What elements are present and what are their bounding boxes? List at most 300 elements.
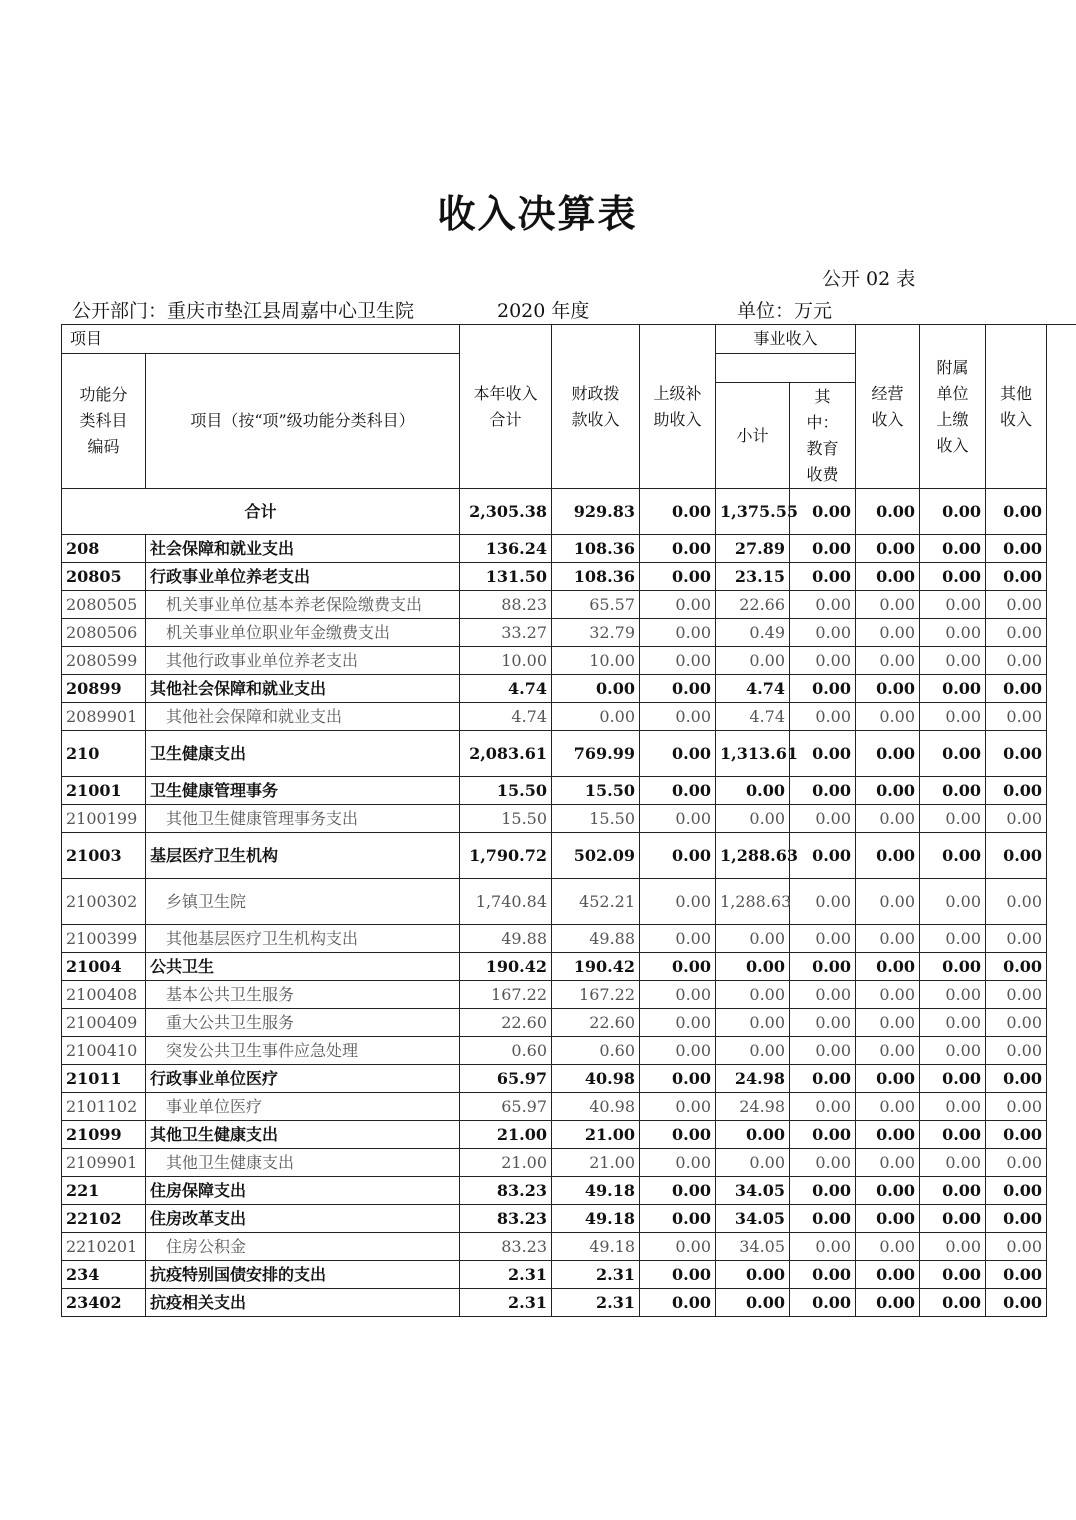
cell-total: 15.50 (460, 805, 552, 833)
cell-code: 21003 (62, 833, 146, 879)
cell-education: 0.00 (790, 1289, 856, 1317)
total-row (62, 489, 1047, 535)
cell-subtotal: 0.00 (716, 647, 790, 675)
cell-code: 221 (62, 1177, 146, 1205)
cell-name: 卫生健康管理事务 (146, 777, 460, 805)
table-row (62, 1037, 1047, 1065)
cell-superior: 0.00 (640, 675, 716, 703)
header-item: 项目 (62, 325, 460, 354)
cell-superior: 0.00 (640, 953, 716, 981)
cell-name: 行政事业单位医疗 (146, 1065, 460, 1093)
header-fiscal: 财政拨 款收入 (552, 325, 640, 489)
cell-superior: 0.00 (640, 647, 716, 675)
cell-code: 2101102 (62, 1093, 146, 1121)
cell-superior: 0.00 (640, 1037, 716, 1065)
cell-subtotal: 34.05 (716, 1233, 790, 1261)
cell-subtotal: 1,288.63 (716, 879, 790, 925)
cell-name: 基本公共卫生服务 (146, 981, 460, 1009)
cell-affiliated: 0.00 (920, 1009, 986, 1037)
table-row (62, 879, 1047, 925)
cell-name: 住房改革支出 (146, 1205, 460, 1233)
cell-fiscal: 15.50 (552, 777, 640, 805)
cell-fiscal: 929.83 (552, 489, 640, 535)
table-row (62, 1289, 1047, 1317)
cell-other: 0.00 (986, 1261, 1047, 1289)
cell-code: 2100199 (62, 805, 146, 833)
cell-other: 0.00 (986, 619, 1047, 647)
cell-superior: 0.00 (640, 833, 716, 879)
cell-fiscal: 108.36 (552, 563, 640, 591)
cell-subtotal: 0.00 (716, 953, 790, 981)
header-education: 其 中： 教育 收费 (790, 383, 856, 489)
cell-code: 2080599 (62, 647, 146, 675)
cell-total: 21.00 (460, 1149, 552, 1177)
cell-affiliated: 0.00 (920, 805, 986, 833)
cell-name: 卫生健康支出 (146, 731, 460, 777)
cell-other: 0.00 (986, 805, 1047, 833)
cell-other: 0.00 (986, 1009, 1047, 1037)
cell-education: 0.00 (790, 489, 856, 535)
cell-operating: 0.00 (856, 805, 920, 833)
cell-education: 0.00 (790, 1093, 856, 1121)
cell-affiliated: 0.00 (920, 777, 986, 805)
cell-operating: 0.00 (856, 1205, 920, 1233)
cell-subtotal: 0.00 (716, 925, 790, 953)
cell-superior: 0.00 (640, 777, 716, 805)
cell-code: 2100409 (62, 1009, 146, 1037)
cell-affiliated: 0.00 (920, 1037, 986, 1065)
table-row (62, 563, 1047, 591)
cell-subtotal: 1,375.55 (716, 489, 790, 535)
cell-name: 其他行政事业单位养老支出 (146, 647, 460, 675)
cell-total: 1,740.84 (460, 879, 552, 925)
cell-other: 0.00 (986, 1121, 1047, 1149)
cell-total: 65.97 (460, 1093, 552, 1121)
cell-operating: 0.00 (856, 1149, 920, 1177)
cell-education: 0.00 (790, 833, 856, 879)
cell-education: 0.00 (790, 879, 856, 925)
cell-other: 0.00 (986, 925, 1047, 953)
cell-total: 2,083.61 (460, 731, 552, 777)
cell-affiliated: 0.00 (920, 1177, 986, 1205)
cell-superior: 0.00 (640, 1205, 716, 1233)
cell-total: 2.31 (460, 1261, 552, 1289)
cell-subtotal: 0.00 (716, 1037, 790, 1065)
cell-name: 抗疫特别国债安排的支出 (146, 1261, 460, 1289)
cell-subtotal: 0.00 (716, 1009, 790, 1037)
cell-operating: 0.00 (856, 489, 920, 535)
cell-other: 0.00 (986, 1205, 1047, 1233)
cell-subtotal: 24.98 (716, 1093, 790, 1121)
header-name: 项目（按“项”级功能分类科目） (146, 354, 460, 489)
cell-operating: 0.00 (856, 925, 920, 953)
cell-superior: 0.00 (640, 879, 716, 925)
cell-operating: 0.00 (856, 731, 920, 777)
cell-code: 2100399 (62, 925, 146, 953)
cell-fiscal: 49.18 (552, 1205, 640, 1233)
cell-total: 131.50 (460, 563, 552, 591)
cell-operating: 0.00 (856, 1065, 920, 1093)
cell-fiscal: 2.31 (552, 1289, 640, 1317)
cell-affiliated: 0.00 (920, 1289, 986, 1317)
cell-fiscal: 190.42 (552, 953, 640, 981)
cell-superior: 0.00 (640, 1177, 716, 1205)
cell-affiliated: 0.00 (920, 879, 986, 925)
cell-education: 0.00 (790, 703, 856, 731)
table-row (62, 1093, 1047, 1121)
income-statement-table (61, 324, 1047, 1317)
cell-subtotal: 23.15 (716, 563, 790, 591)
cell-affiliated: 0.00 (920, 563, 986, 591)
cell-superior: 0.00 (640, 731, 716, 777)
cell-affiliated: 0.00 (920, 833, 986, 879)
cell-fiscal: 32.79 (552, 619, 640, 647)
table-row (62, 703, 1047, 731)
cell-education: 0.00 (790, 535, 856, 563)
cell-operating: 0.00 (856, 1261, 920, 1289)
cell-other: 0.00 (986, 675, 1047, 703)
cell-superior: 0.00 (640, 981, 716, 1009)
cell-subtotal: 0.00 (716, 1149, 790, 1177)
header-subtotal: 小计 (716, 383, 790, 489)
cell-fiscal: 21.00 (552, 1149, 640, 1177)
cell-operating: 0.00 (856, 1009, 920, 1037)
table-row (62, 731, 1047, 777)
cell-code: 2109901 (62, 1149, 146, 1177)
cell-education: 0.00 (790, 647, 856, 675)
cell-subtotal: 34.05 (716, 1177, 790, 1205)
cell-education: 0.00 (790, 1177, 856, 1205)
cell-name: 其他基层医疗卫生机构支出 (146, 925, 460, 953)
cell-education: 0.00 (790, 1149, 856, 1177)
cell-affiliated: 0.00 (920, 703, 986, 731)
table-row (62, 1121, 1047, 1149)
cell-subtotal: 0.49 (716, 619, 790, 647)
cell-affiliated: 0.00 (920, 1093, 986, 1121)
cell-total: 167.22 (460, 981, 552, 1009)
header-other: 其他 收入 (986, 325, 1047, 489)
table-row (62, 619, 1047, 647)
cell-operating: 0.00 (856, 1177, 920, 1205)
cell-name: 社会保障和就业支出 (146, 535, 460, 563)
cell-operating: 0.00 (856, 535, 920, 563)
cell-code: 208 (62, 535, 146, 563)
cell-fiscal: 452.21 (552, 879, 640, 925)
cell-total: 1,790.72 (460, 833, 552, 879)
cell-superior: 0.00 (640, 703, 716, 731)
cell-name: 基层医疗卫生机构 (146, 833, 460, 879)
table-row (62, 1177, 1047, 1205)
cell-superior: 0.00 (640, 619, 716, 647)
cell-name: 其他社会保障和就业支出 (146, 675, 460, 703)
cell-fiscal: 0.60 (552, 1037, 640, 1065)
cell-other: 0.00 (986, 591, 1047, 619)
cell-fiscal: 2.31 (552, 1261, 640, 1289)
cell-total: 2,305.38 (460, 489, 552, 535)
cell-education: 0.00 (790, 981, 856, 1009)
cell-total: 0.60 (460, 1037, 552, 1065)
cell-subtotal: 1,288.63 (716, 833, 790, 879)
cell-subtotal: 0.00 (716, 1261, 790, 1289)
cell-affiliated: 0.00 (920, 619, 986, 647)
table-top-edge-extension (1046, 324, 1076, 325)
cell-other: 0.00 (986, 1093, 1047, 1121)
cell-other: 0.00 (986, 1037, 1047, 1065)
cell-operating: 0.00 (856, 591, 920, 619)
cell-code: 2089901 (62, 703, 146, 731)
cell-total: 4.74 (460, 703, 552, 731)
header-business: 事业收入 (716, 325, 856, 354)
cell-name: 其他卫生健康支出 (146, 1149, 460, 1177)
cell-fiscal: 40.98 (552, 1093, 640, 1121)
cell-fiscal: 167.22 (552, 981, 640, 1009)
cell-other: 0.00 (986, 953, 1047, 981)
cell-total: 21.00 (460, 1121, 552, 1149)
cell-code: 234 (62, 1261, 146, 1289)
cell-other: 0.00 (986, 535, 1047, 563)
cell-total: 33.27 (460, 619, 552, 647)
cell-total: 10.00 (460, 647, 552, 675)
cell-operating: 0.00 (856, 1121, 920, 1149)
table-row (62, 675, 1047, 703)
cell-other: 0.00 (986, 1065, 1047, 1093)
cell-education: 0.00 (790, 1233, 856, 1261)
cell-other: 0.00 (986, 1177, 1047, 1205)
cell-operating: 0.00 (856, 833, 920, 879)
table-row (62, 647, 1047, 675)
cell-total: 2.31 (460, 1289, 552, 1317)
fiscal-year-label: 2020 年度 (497, 300, 590, 322)
cell-affiliated: 0.00 (920, 953, 986, 981)
table-row (62, 981, 1047, 1009)
page-title: 收入决算表 (437, 191, 638, 236)
cell-affiliated: 0.00 (920, 1121, 986, 1149)
cell-other: 0.00 (986, 731, 1047, 777)
table-header (62, 325, 1047, 489)
cell-fiscal: 10.00 (552, 647, 640, 675)
cell-name: 重大公共卫生服务 (146, 1009, 460, 1037)
cell-superior: 0.00 (640, 563, 716, 591)
cell-fiscal: 65.57 (552, 591, 640, 619)
cell-education: 0.00 (790, 563, 856, 591)
cell-operating: 0.00 (856, 619, 920, 647)
cell-education: 0.00 (790, 1037, 856, 1065)
cell-superior: 0.00 (640, 591, 716, 619)
header-affiliated: 附属 单位 上缴 收入 (920, 325, 986, 489)
cell-subtotal: 0.00 (716, 805, 790, 833)
cell-code: 2210201 (62, 1233, 146, 1261)
cell-subtotal: 24.98 (716, 1065, 790, 1093)
cell-education: 0.00 (790, 1065, 856, 1093)
table-row (62, 1233, 1047, 1261)
cell-code: 2100410 (62, 1037, 146, 1065)
cell-code: 2080505 (62, 591, 146, 619)
cell-fiscal: 108.36 (552, 535, 640, 563)
cell-code: 210 (62, 731, 146, 777)
cell-total: 88.23 (460, 591, 552, 619)
cell-fiscal: 21.00 (552, 1121, 640, 1149)
cell-operating: 0.00 (856, 1289, 920, 1317)
cell-superior: 0.00 (640, 1289, 716, 1317)
cell-total: 65.97 (460, 1065, 552, 1093)
unit-label: 单位：万元 (737, 300, 833, 322)
cell-education: 0.00 (790, 591, 856, 619)
cell-code: 21099 (62, 1121, 146, 1149)
table-row (62, 953, 1047, 981)
cell-education: 0.00 (790, 1009, 856, 1037)
cell-code: 22102 (62, 1205, 146, 1233)
cell-operating: 0.00 (856, 675, 920, 703)
cell-education: 0.00 (790, 731, 856, 777)
cell-affiliated: 0.00 (920, 647, 986, 675)
cell-code: 21001 (62, 777, 146, 805)
cell-total: 83.23 (460, 1233, 552, 1261)
cell-subtotal: 0.00 (716, 981, 790, 1009)
cell-name: 其他卫生健康管理事务支出 (146, 805, 460, 833)
cell-total: 83.23 (460, 1205, 552, 1233)
cell-fiscal: 0.00 (552, 703, 640, 731)
cell-superior: 0.00 (640, 1149, 716, 1177)
cell-affiliated: 0.00 (920, 1205, 986, 1233)
cell-name: 其他社会保障和就业支出 (146, 703, 460, 731)
cell-fiscal: 769.99 (552, 731, 640, 777)
cell-subtotal: 22.66 (716, 591, 790, 619)
cell-code: 21004 (62, 953, 146, 981)
cell-code: 2080506 (62, 619, 146, 647)
cell-superior: 0.00 (640, 1261, 716, 1289)
cell-other: 0.00 (986, 1233, 1047, 1261)
cell-superior: 0.00 (640, 1233, 716, 1261)
cell-code: 2100408 (62, 981, 146, 1009)
table-row (62, 591, 1047, 619)
cell-affiliated: 0.00 (920, 981, 986, 1009)
cell-name: 机关事业单位职业年金缴费支出 (146, 619, 460, 647)
cell-superior: 0.00 (640, 925, 716, 953)
cell-education: 0.00 (790, 925, 856, 953)
cell-education: 0.00 (790, 953, 856, 981)
cell-other: 0.00 (986, 563, 1047, 591)
cell-operating: 0.00 (856, 1233, 920, 1261)
table-row (62, 777, 1047, 805)
table-row (62, 535, 1047, 563)
header-code: 功能分 类科目 编码 (62, 354, 146, 489)
cell-fiscal: 49.18 (552, 1177, 640, 1205)
cell-name: 其他卫生健康支出 (146, 1121, 460, 1149)
cell-operating: 0.00 (856, 981, 920, 1009)
cell-affiliated: 0.00 (920, 731, 986, 777)
cell-name: 住房公积金 (146, 1233, 460, 1261)
cell-fiscal: 49.88 (552, 925, 640, 953)
cell-subtotal: 4.74 (716, 675, 790, 703)
cell-total: 136.24 (460, 535, 552, 563)
cell-total: 15.50 (460, 777, 552, 805)
cell-code: 23402 (62, 1289, 146, 1317)
cell-affiliated: 0.00 (920, 1261, 986, 1289)
table-row (62, 1065, 1047, 1093)
cell-code: 20805 (62, 563, 146, 591)
cell-other: 0.00 (986, 1149, 1047, 1177)
cell-operating: 0.00 (856, 953, 920, 981)
cell-name: 突发公共卫生事件应急处理 (146, 1037, 460, 1065)
table-row (62, 805, 1047, 833)
cell-subtotal: 0.00 (716, 1289, 790, 1317)
cell-operating: 0.00 (856, 1093, 920, 1121)
cell-superior: 0.00 (640, 489, 716, 535)
table-row (62, 1261, 1047, 1289)
cell-affiliated: 0.00 (920, 1149, 986, 1177)
cell-other: 0.00 (986, 981, 1047, 1009)
cell-education: 0.00 (790, 1205, 856, 1233)
cell-code: 2100302 (62, 879, 146, 925)
cell-superior: 0.00 (640, 805, 716, 833)
cell-total: 49.88 (460, 925, 552, 953)
cell-operating: 0.00 (856, 563, 920, 591)
cell-name: 乡镇卫生院 (146, 879, 460, 925)
cell-other: 0.00 (986, 489, 1047, 535)
cell-affiliated: 0.00 (920, 1065, 986, 1093)
department-label: 公开部门：重庆市垫江县周嘉中心卫生院 (72, 300, 415, 322)
table-row (62, 1205, 1047, 1233)
cell-superior: 0.00 (640, 1093, 716, 1121)
cell-name: 机关事业单位基本养老保险缴费支出 (146, 591, 460, 619)
header-total: 本年收入 合计 (460, 325, 552, 489)
cell-subtotal: 27.89 (716, 535, 790, 563)
cell-fiscal: 0.00 (552, 675, 640, 703)
cell-education: 0.00 (790, 1261, 856, 1289)
cell-affiliated: 0.00 (920, 675, 986, 703)
cell-name: 公共卫生 (146, 953, 460, 981)
cell-affiliated: 0.00 (920, 591, 986, 619)
cell-fiscal: 40.98 (552, 1065, 640, 1093)
cell-subtotal: 0.00 (716, 1121, 790, 1149)
header-business-spacer (716, 354, 856, 383)
cell-education: 0.00 (790, 675, 856, 703)
cell-fiscal: 502.09 (552, 833, 640, 879)
cell-other: 0.00 (986, 777, 1047, 805)
cell-code: 20899 (62, 675, 146, 703)
cell-education: 0.00 (790, 1121, 856, 1149)
cell-name: 行政事业单位养老支出 (146, 563, 460, 591)
cell-total: 83.23 (460, 1177, 552, 1205)
table-body (62, 489, 1047, 1317)
cell-operating: 0.00 (856, 703, 920, 731)
table-row (62, 925, 1047, 953)
cell-other: 0.00 (986, 647, 1047, 675)
cell-superior: 0.00 (640, 1009, 716, 1037)
cell-total: 190.42 (460, 953, 552, 981)
cell-fiscal: 49.18 (552, 1233, 640, 1261)
cell-affiliated: 0.00 (920, 535, 986, 563)
cell-other: 0.00 (986, 879, 1047, 925)
cell-superior: 0.00 (640, 1065, 716, 1093)
table-row (62, 833, 1047, 879)
cell-total: 4.74 (460, 675, 552, 703)
cell-subtotal: 34.05 (716, 1205, 790, 1233)
cell-other: 0.00 (986, 1289, 1047, 1317)
cell-affiliated: 0.00 (920, 489, 986, 535)
table-row (62, 1009, 1047, 1037)
table-row (62, 1149, 1047, 1177)
cell-education: 0.00 (790, 777, 856, 805)
cell-education: 0.00 (790, 805, 856, 833)
cell-fiscal: 15.50 (552, 805, 640, 833)
header-superior: 上级补 助收入 (640, 325, 716, 489)
cell-subtotal: 1,313.61 (716, 731, 790, 777)
cell-name: 事业单位医疗 (146, 1093, 460, 1121)
cell-affiliated: 0.00 (920, 1233, 986, 1261)
cell-affiliated: 0.00 (920, 925, 986, 953)
header-operating: 经营 收入 (856, 325, 920, 489)
